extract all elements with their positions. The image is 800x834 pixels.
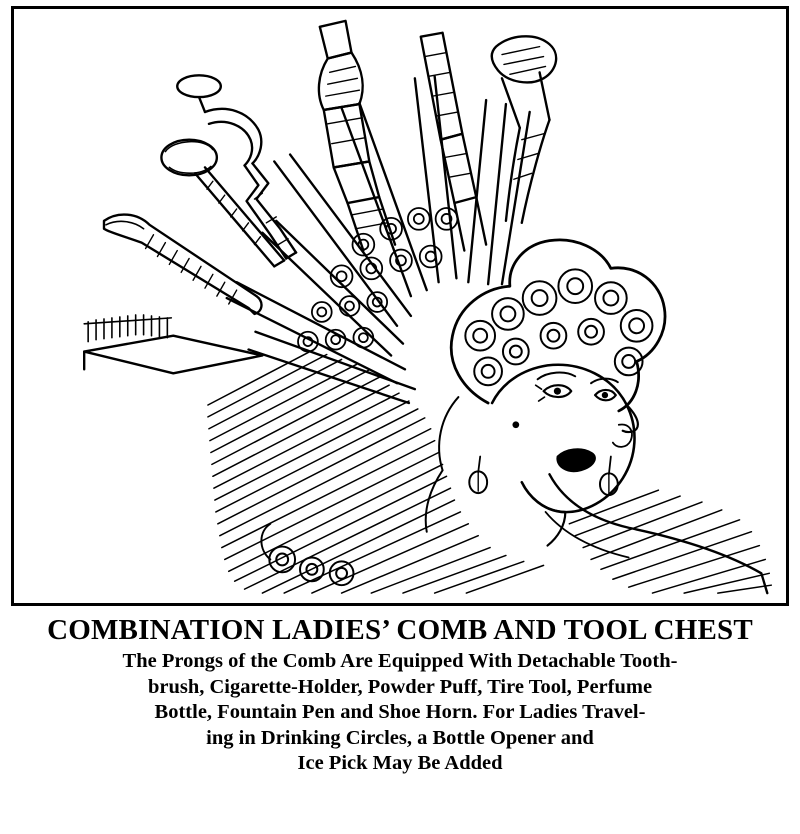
perfume-bottle-tool [492, 36, 556, 223]
pupil-left [554, 388, 561, 395]
caption-block [11, 614, 789, 777]
ear [613, 424, 632, 446]
woman-with-comb-tool-chest-drawing [14, 9, 786, 603]
shoe-horn-tool [104, 215, 262, 314]
caption-title-line-2: CHEST [653, 614, 753, 646]
caption-body-line-1: The Prongs of the Comb Are Equipped With Detachable Tooth- [122, 650, 678, 672]
shoulder-hatching [569, 490, 771, 593]
caption-body-line-4: ing in Drinking Circles, a Bottle Opener and [206, 726, 594, 749]
hair-curls [465, 269, 652, 385]
page [0, 6, 800, 834]
caption-title [11, 614, 789, 647]
eyebrow-right [591, 379, 618, 384]
caption-body-line-3: Bottle, Fountain Pen and Shoe Horn. For Ladies Travel- [154, 701, 646, 723]
earring-wire-2 [478, 456, 480, 472]
fountain-pen-tool [319, 21, 395, 251]
caption-body-line-5: Ice Pick May Be Added [297, 752, 503, 774]
powder-puff-tool [161, 140, 284, 267]
earring-wire [609, 456, 611, 474]
pupil-right [602, 392, 608, 398]
toothbrush-tool [84, 315, 262, 373]
caption-title-line-1: COMBINATION LADIES’ COMB AND TOOL [47, 614, 647, 646]
beauty-mark [512, 421, 519, 428]
eyelash [539, 397, 545, 401]
illustration-panel [11, 6, 789, 606]
caption-body-line-2: brush, Cigarette-Holder, Powder Puff, Tire Tool, Perfume [147, 675, 653, 698]
caption-body [11, 649, 789, 777]
lips [557, 449, 595, 471]
background-hatching [208, 351, 544, 594]
eyelash [536, 385, 542, 389]
eyebrow-left [538, 372, 576, 379]
